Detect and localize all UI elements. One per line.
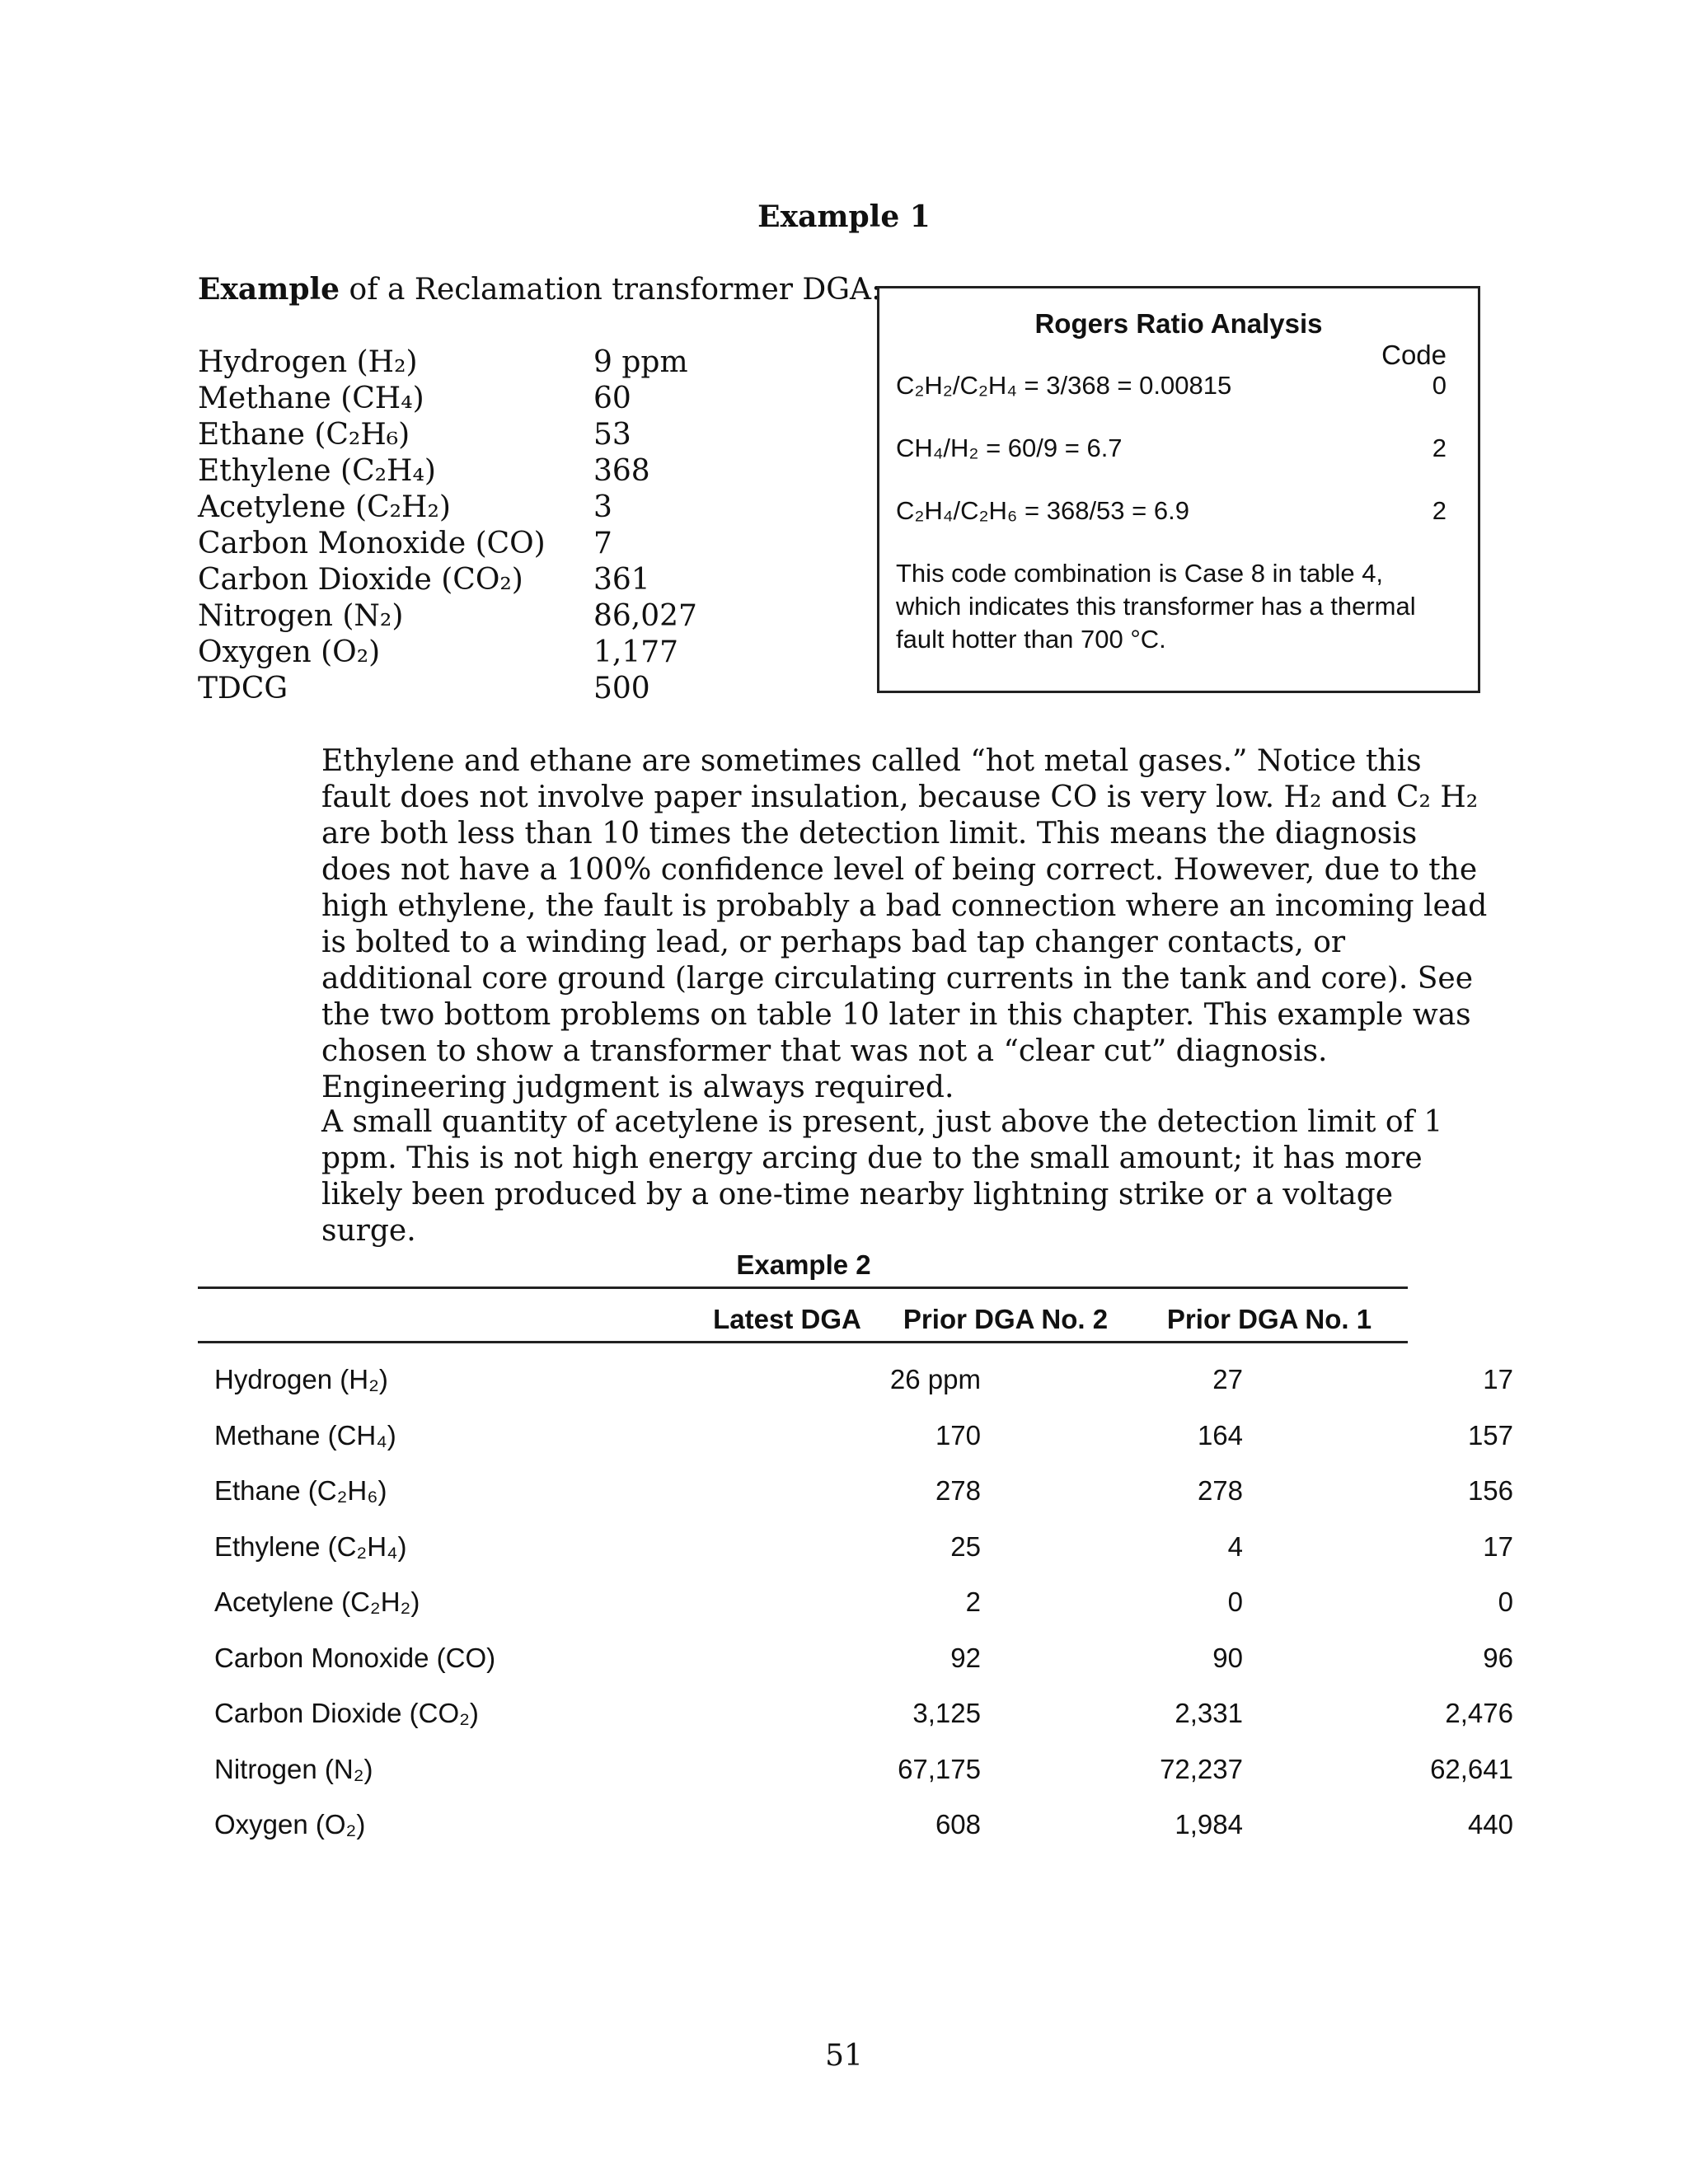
- example-2-title: Example 2: [736, 1249, 871, 1280]
- latest-value: 92: [950, 1642, 981, 1673]
- ratio-expression: C₂H₄/C₂H₆ = 368/53 = 6.9: [896, 496, 1189, 525]
- prior-2-value: 27: [1212, 1364, 1243, 1394]
- gas-row: [198, 598, 709, 635]
- gas-row: [198, 671, 709, 707]
- latest-value: 67,175: [898, 1753, 981, 1784]
- gas-row: [198, 562, 709, 598]
- gas-value: 53: [593, 418, 631, 452]
- example-1-title: Example 1: [757, 199, 931, 234]
- gas-name: TDCG: [198, 672, 288, 705]
- gas-name: Methane (CH₄): [214, 1419, 396, 1451]
- table-row: [198, 1419, 1513, 1476]
- gas-name: Ethylene (C₂H₄): [214, 1530, 407, 1562]
- gas-row: [198, 417, 709, 453]
- gas-value: 3: [593, 490, 612, 524]
- table-row: [198, 1809, 1513, 1865]
- prior-2-value: 1,984: [1175, 1809, 1243, 1840]
- gas-name: Ethane (C₂H₆): [198, 418, 410, 452]
- table-row: [198, 1753, 1513, 1810]
- rogers-ratio-title: Rogers Ratio Analysis: [1034, 308, 1323, 339]
- gas-value: 86,027: [593, 599, 697, 633]
- ratio-expression: C₂H₂/C₂H₄ = 3/368 = 0.00815: [896, 371, 1232, 400]
- prior-2-value: 278: [1197, 1475, 1243, 1506]
- example-1-intro-rest: of a Reclamation transformer DGA:: [340, 273, 882, 307]
- prior-1-value: 0: [1498, 1586, 1513, 1617]
- latest-value: 26 ppm: [889, 1364, 981, 1394]
- gas-value: 1,177: [593, 635, 679, 669]
- latest-value: 608: [935, 1809, 981, 1840]
- ratio-row: [896, 434, 1447, 466]
- page-number: 51: [825, 2039, 863, 2073]
- example-1-intro: [198, 272, 881, 307]
- ratio-expression: CH₄/H₂ = 60/9 = 6.7: [896, 434, 1123, 462]
- gas-name: Hydrogen (H₂): [198, 345, 418, 379]
- ratio-code: 0: [1432, 371, 1447, 400]
- gas-name: Nitrogen (N₂): [198, 599, 404, 633]
- gas-name: Methane (CH₄): [198, 382, 424, 415]
- gas-name: Carbon Dioxide (CO₂): [214, 1698, 479, 1728]
- prior-1-value: 62,641: [1430, 1753, 1513, 1784]
- table-top-rule: [198, 1286, 1408, 1289]
- paragraph-acetylene: A small quantity of acetylene is present, just above the detection limit of 1 ppm. This is not high energy arcing due to the small amount; it has more likely been produced by a one-time nearby lightning strike or a voltage surge.: [321, 1105, 1443, 1248]
- prior-1-value: 157: [1467, 1419, 1513, 1451]
- example-1-gas-list: [198, 344, 709, 707]
- example-2-table: [198, 1364, 1513, 1865]
- prior-2-value: 164: [1197, 1419, 1243, 1451]
- paragraph-hot-metal-gases: Ethylene and ethane are sometimes called “hot metal gases.” Notice this fault does not involve paper insulation, because CO is very low. H₂ and C₂ H₂ are both less than 10 times the detection limit. This means the diagnosis does not have a 100% confidence level of being correct. However, due to the high ethylene, the fault is probably a bad connection where an incoming lead is bolted to a winding lead, or perhaps bad tap changer contacts, or additional core ground (large circulating currents in the tank and core). See the two bottom problems on table 10 later in this chapter. This example was chosen to show a transformer that was not a “clear cut” diagnosis. Engineering judgment is always required.: [321, 744, 1488, 1104]
- prior-1-value: 156: [1467, 1475, 1513, 1506]
- gas-name: Carbon Monoxide (CO): [198, 527, 546, 560]
- latest-value: 278: [935, 1475, 981, 1506]
- prior-1-value: 17: [1483, 1530, 1513, 1562]
- gas-name: Oxygen (O₂): [214, 1809, 366, 1840]
- column-header-prior-2: Prior DGA No. 2: [903, 1304, 1109, 1334]
- gas-value: 500: [593, 672, 650, 705]
- gas-value: 60: [593, 382, 631, 415]
- prior-1-value: 2,476: [1445, 1698, 1513, 1728]
- table-row: [198, 1364, 1513, 1420]
- column-header-prior-1: Prior DGA No. 1: [1166, 1304, 1372, 1334]
- prior-1-value: 440: [1467, 1809, 1513, 1840]
- ratio-code: 2: [1432, 434, 1447, 462]
- latest-value: 25: [950, 1530, 981, 1562]
- gas-name: Oxygen (O₂): [198, 635, 381, 669]
- table-row: [198, 1642, 1513, 1699]
- gas-name: Carbon Monoxide (CO): [214, 1642, 496, 1673]
- table-row: [198, 1530, 1513, 1587]
- column-header-latest: Latest DGA: [713, 1304, 861, 1334]
- gas-value: 361: [593, 563, 650, 597]
- gas-name: Ethylene (C₂H₄): [198, 454, 436, 488]
- gas-name: Hydrogen (H₂): [214, 1364, 388, 1394]
- gas-name: Ethane (C₂H₆): [214, 1475, 387, 1506]
- rogers-code-header: Code: [1381, 340, 1447, 370]
- ratio-code: 2: [1432, 496, 1447, 525]
- prior-1-value: 96: [1483, 1642, 1513, 1673]
- table-row: [198, 1475, 1513, 1531]
- gas-row: [198, 381, 709, 417]
- gas-row: [198, 490, 709, 526]
- gas-name: Carbon Dioxide (CO₂): [198, 563, 523, 597]
- gas-value: 368: [593, 454, 650, 488]
- table-header-rule: [198, 1341, 1408, 1343]
- prior-2-value: 2,331: [1175, 1698, 1243, 1728]
- latest-value: 3,125: [912, 1698, 981, 1728]
- example-1-intro-bold: Example: [198, 272, 340, 307]
- prior-1-value: 17: [1483, 1364, 1513, 1394]
- table-row: [198, 1586, 1513, 1643]
- ratio-row: [896, 496, 1447, 529]
- rogers-conclusion: This code combination is Case 8 in table 4, which indicates this transformer has a thermal fault hotter than 700 °C.: [896, 559, 1416, 654]
- latest-value: 2: [965, 1586, 981, 1617]
- prior-2-value: 72,237: [1160, 1753, 1243, 1784]
- prior-2-value: 90: [1212, 1642, 1243, 1673]
- ratio-row: [896, 371, 1447, 404]
- gas-name: Acetylene (C₂H₂): [214, 1586, 420, 1617]
- latest-value: 170: [935, 1419, 981, 1451]
- rogers-ratio-box: [877, 286, 1480, 693]
- gas-row: [198, 635, 709, 671]
- table-row: [198, 1698, 1513, 1754]
- gas-name: Acetylene (C₂H₂): [198, 490, 451, 524]
- gas-value: 7: [593, 527, 612, 560]
- gas-value: 9 ppm: [593, 345, 688, 379]
- gas-name: Nitrogen (N₂): [214, 1753, 373, 1784]
- prior-2-value: 0: [1227, 1586, 1243, 1617]
- gas-row: [198, 344, 709, 381]
- prior-2-value: 4: [1227, 1530, 1243, 1562]
- gas-row: [198, 526, 709, 562]
- gas-row: [198, 453, 709, 490]
